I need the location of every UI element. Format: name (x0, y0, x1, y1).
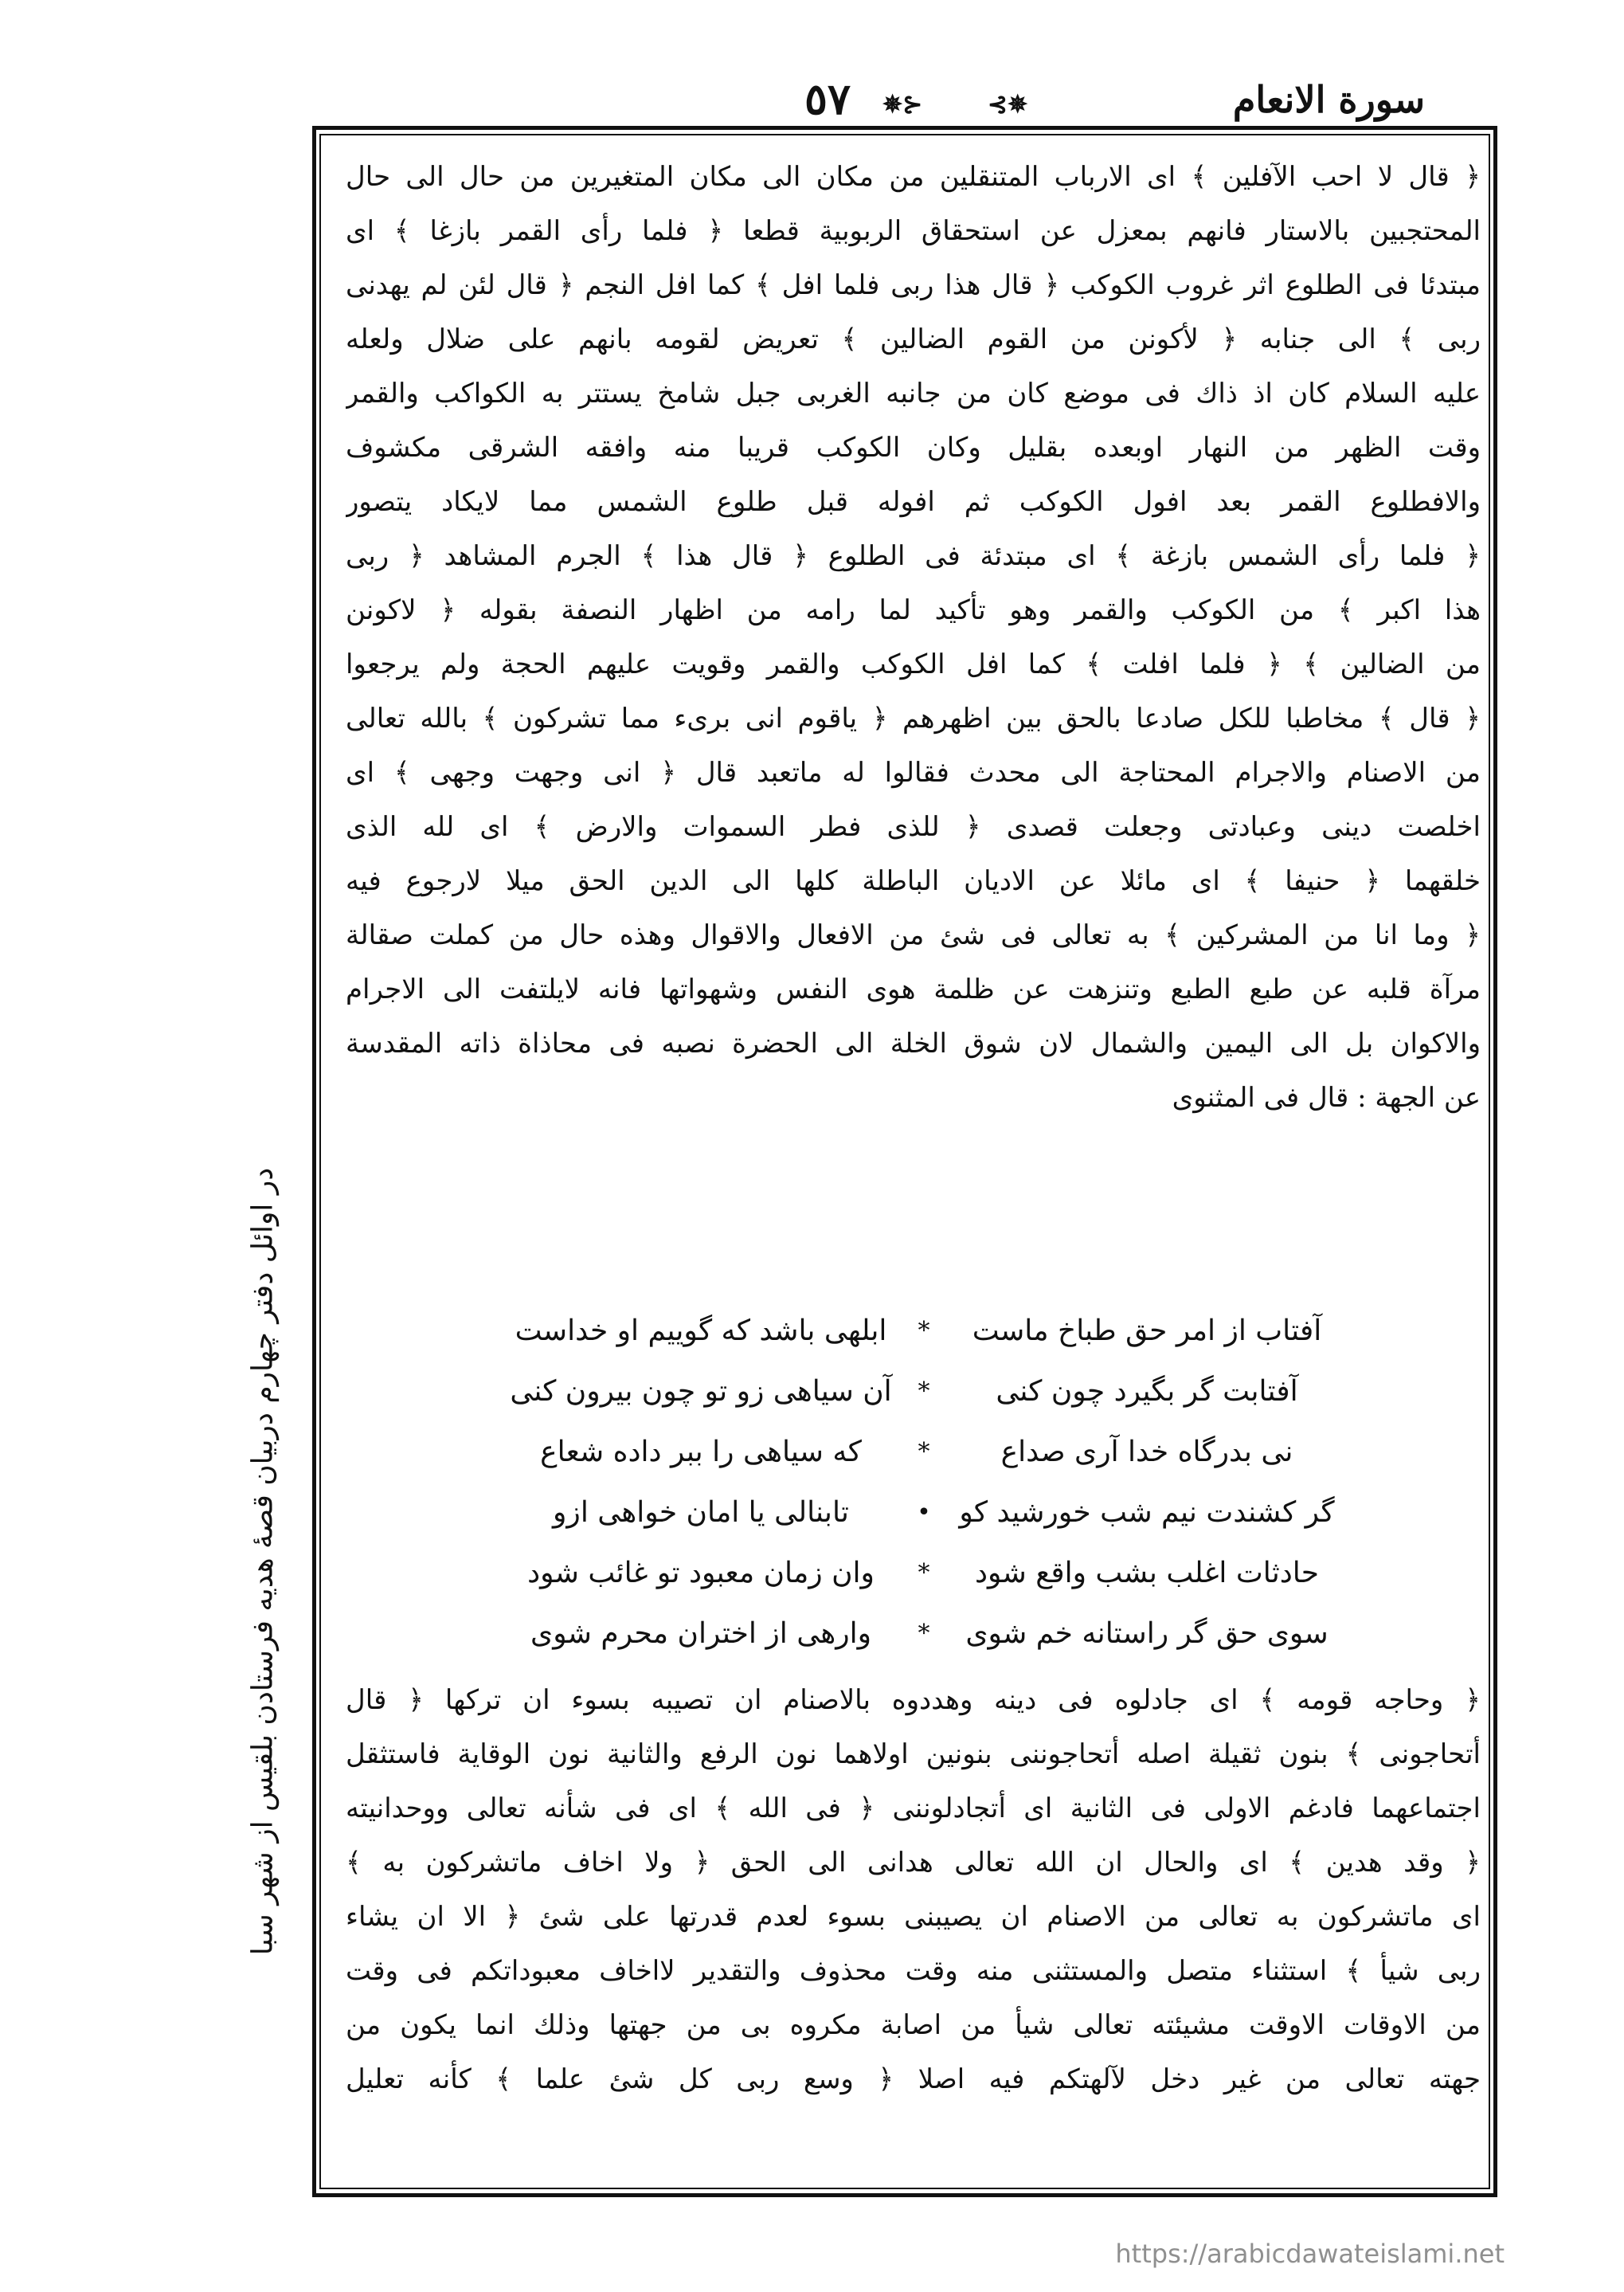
text-line: ﴿ فلما رأى الشمس بازغة ﴾ اى مبتدئة فى الطلوع ﴿ قال هذا ﴾ الجرم المشاهد ﴿ ربى (346, 540, 1481, 572)
text-line: المحتجبين بالاستار فانهم بمعزل عن استحقاق الربوبية قطعا ﴿ فلما رأى القمر بازغا ﴾ اى (346, 215, 1481, 247)
text-line: ﴿ وما انا من المشركين ﴾ به تعالى فى شئ من الافعال والاقوال وهذه حال من كملت صقالة (346, 919, 1481, 951)
hemistich-first: حادثات اغلب بشب واقع شود (974, 1556, 1320, 1589)
page-number: ٥٧ (804, 73, 851, 124)
poetry-couplet (494, 1603, 1354, 1663)
hemistich-second: كه سياهى را ببر داده شعاع (540, 1435, 862, 1468)
hemistich-second: وان زمان معبود تو غائب شود (527, 1556, 875, 1589)
text-line: عن الجهة : قال فى المثنوى (1172, 1082, 1481, 1114)
poetry-couplet (494, 1482, 1354, 1542)
marginal-note-text: در اوائل دفتر چهارم دربيان قصهٔ هديه فرستادن بلقيس از شهر سبا (246, 1167, 280, 1956)
marginal-note (223, 1099, 303, 2024)
text-line: ﴿ قال ﴾ مخاطبا للكل صادعا بالحق بين اظهرهم ﴿ ياقوم انى برىء مما تشركون ﴾ بالله تعالى (346, 703, 1481, 735)
surah-title: سورة الانعام (1232, 78, 1425, 121)
hemistich-first: آفتابت گر بگيرد چون كنى (996, 1374, 1298, 1408)
text-line: اى ماتشركون به تعالى من الاصنام ان يصيبنى بسوء لعدم قدرتها على شئ ﴿ الا ان يشاء (346, 1901, 1481, 1933)
poetry-couplet (494, 1542, 1354, 1603)
hemistich-second: تابنالى يا امان خواهى ازو (553, 1495, 849, 1529)
text-line: خلقهما ﴿ حنيفا ﴾ اى مائلا عن الاديان الباطلة كلها الى الدين الحق ميلا لارجوع فيه (346, 865, 1481, 897)
hemistich-first: آفتاب از امر حق طباخ ماست (972, 1314, 1322, 1347)
circle-separator-icon: • (917, 1498, 931, 1526)
text-line: عليه السلام كان اذ ذاك فى موضع كان من جانبه الغربى جبل شامخ يستتر به الكواكب والقمر (346, 378, 1481, 409)
hemistich-second: وارهى از اختران محرم شوى (530, 1616, 871, 1650)
hemistich-first: سوى حق گر راستانه خم شوى (965, 1616, 1329, 1650)
text-line: جهته تعالى من غير دخل لآلهتكم فيه اصلا ﴿ وسع ربى كل شئ علما ﴾ كأنه تعليل (346, 2063, 1481, 2095)
star-separator-icon: * (918, 1619, 930, 1647)
text-line: اجتماعهما فادغم الاولى فى الثانية اى أتجادلوننى ﴿ فى الله ﴾ اى فى شأنه تعالى ووحدانيته (346, 1792, 1481, 1824)
text-line: من الاصنام والاجرام المحتاجة الى محدث فقالوا له ماتعبد قال ﴿ انى وجهت وجهى ﴾ اى (346, 757, 1481, 789)
masnavi-poetry (494, 1300, 1354, 1663)
hemistich-first: گر كشندت نيم شب خورشيد كو (959, 1495, 1335, 1529)
text-line: ﴿ وحاجه قومه ﴾ اى جادلوه فى دينه وهددوه بالاصنام ان تصيبه بسوء ان تركها ﴿ قال (346, 1684, 1481, 1716)
text-line: والاكوان بل الى اليمين والشمال لان شوق الخلة الى الحضرة نصبه فى محاذاة ذاته المقدسة (346, 1028, 1481, 1060)
text-line: اخلصت دينى وعبادتى وجعلت قصدى ﴿ للذى فطر السموات والارض ﴾ اى لله الذى (346, 811, 1481, 843)
watermark-url[interactable]: https://arabicdawateislami.net (1115, 2239, 1505, 2269)
text-line: من الضالين ﴾ ﴿ فلما افلت ﴾ كما افل الكوكب والقمر وقويت عليهم الحجة ولم يرجعوا (346, 648, 1481, 680)
star-separator-icon: * (918, 1437, 930, 1466)
text-line: ربى ﴾ الى جنابه ﴿ لأكونن من القوم الضالين ﴾ تعريض لقومه بانهم على ضلال ولعله (346, 323, 1481, 355)
text-line: مبتدئا فى الطلوع اثر غروب الكوكب ﴿ قال هذا ربى فلما افل ﴾ كما افل النجم ﴿ قال لئن لم يهدنى (346, 269, 1481, 301)
commentary-top (346, 150, 1481, 1125)
commentary-bottom (346, 1673, 1481, 2106)
left-ornament-icon: ⊰✵ (988, 91, 1028, 119)
text-line: هذا اكبر ﴾ من الكوكب والقمر وهو تأكيد لما رامه من اظهار النصفة بقوله ﴿ لاكونن (346, 594, 1481, 626)
text-line: مرآة قلبه عن طبع الطبع وتنزهت عن ظلمة هوى النفس وشهواتها فانه لايلتفت الى الاجرام (346, 974, 1481, 1005)
star-separator-icon: * (918, 1377, 930, 1405)
text-line: من الاوقات الاوقت مشيئته تعالى شيأ من اصابة مكروه بى من جهتها وذلك انما يكون من (346, 2009, 1481, 2041)
text-line: والافطلوع القمر بعد افول الكوكب ثم افوله قبل طلوع الشمس مما لايكاد يتصور (346, 486, 1481, 518)
poetry-couplet (494, 1361, 1354, 1421)
text-line: وقت الظهر من النهار اوبعده بقليل وكان الكوكب قريبا منه وافقه الشرقى مكشوف (346, 432, 1481, 464)
star-separator-icon: * (918, 1558, 930, 1587)
poetry-couplet (494, 1300, 1354, 1361)
star-separator-icon: * (918, 1316, 930, 1345)
text-line: أتحاجونى ﴾ بنون ثقيلة اصله أتحاجوننى بنونين اولاهما نون الرفع والثانية نون الوقاية فاستثقل (346, 1738, 1481, 1770)
text-line: ﴿ وقد هدين ﴾ اى والحال ان الله تعالى هدانى الى الحق ﴿ ولا اخاف ماتشركون به ﴾ (346, 1847, 1481, 1879)
right-ornament-icon: ✵⊱ (882, 91, 923, 119)
text-line: ﴿ قال لا احب الآفلين ﴾ اى الارباب المتنقلين من مكان الى مكان المتغيرين من حال الى حال (346, 161, 1481, 193)
poetry-couplet (494, 1421, 1354, 1482)
hemistich-second: ابلهى باشد كه گوييم او خداست (515, 1314, 887, 1347)
hemistich-second: آن سياهى زو تو چون بيرون كنى (510, 1374, 892, 1408)
text-line: ربى شيأ ﴾ استثناء متصل والمستثنى منه وقت محذوف والتقدير لااخاف معبوداتكم فى وقت (346, 1955, 1481, 1987)
hemistich-first: نى بدرگاه خدا آرى صداع (1000, 1435, 1293, 1468)
